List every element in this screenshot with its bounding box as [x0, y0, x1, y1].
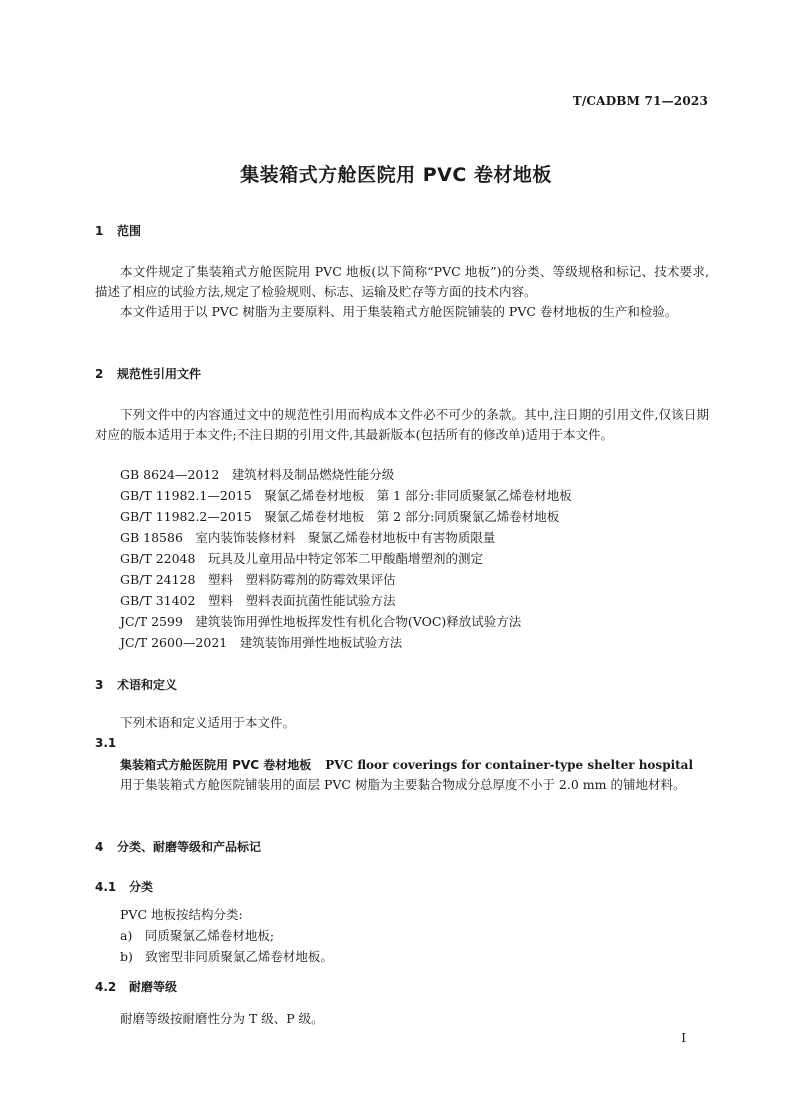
subsection-number: 4.2	[95, 980, 117, 994]
reference-item: GB/T 31402 塑料 塑料表面抗菌性能试验方法	[120, 593, 396, 608]
section-2-intro	[95, 405, 709, 445]
paragraph: PVC 地板按结构分类:	[120, 907, 243, 922]
paragraph: 本文件适用于以 PVC 树脂为主要原料、用于集装箱式方舱医院铺装的 PVC 卷材地板的生产和检验。	[120, 304, 678, 319]
term-definition: 用于集装箱式方舱医院铺装用的面层 PVC 树脂为主要黏合物成分总厚度不小于 2.0 mm 的铺地材料。	[120, 777, 686, 792]
paragraph: 下列术语和定义适用于本文件。	[120, 715, 296, 730]
list-item: b) 致密型非同质聚氯乙烯卷材地板。	[120, 949, 333, 964]
standard-code: T/CADBM 71—2023	[572, 94, 708, 108]
section-2-heading	[95, 365, 201, 382]
reference-item: GB/T 11982.1—2015 聚氯乙烯卷材地板 第 1 部分:非同质聚氯乙烯卷材地板	[120, 488, 572, 503]
reference-item: GB 18586 室内装饰装修材料 聚氯乙烯卷材地板中有害物质限量	[120, 530, 496, 545]
section-title: 规范性引用文件	[117, 367, 202, 381]
reference-item: GB/T 24128 塑料 塑料防霉剂的防霉效果评估	[120, 572, 396, 587]
subsection-title: 分类	[129, 880, 154, 894]
reference-item: JC/T 2599 建筑装饰用弹性地板挥发性有机化合物(VOC)释放试验方法	[120, 614, 522, 629]
subsection-number: 4.1	[95, 880, 117, 894]
section-3-heading	[95, 676, 177, 693]
reference-item: JC/T 2600—2021 建筑装饰用弹性地板试验方法	[120, 635, 403, 650]
term-chinese: 集装箱式方舱医院用 PVC 卷材地板	[120, 758, 312, 772]
term-english: PVC floor coverings for container-type shelter hospital	[325, 758, 694, 772]
section-number: 2	[95, 367, 104, 381]
section-1-heading	[95, 222, 141, 239]
list-item: a) 同质聚氯乙烯卷材地板;	[120, 928, 275, 943]
section-4-2-heading	[95, 978, 177, 995]
reference-item: GB 8624—2012 建筑材料及制品燃烧性能分级	[120, 467, 395, 482]
section-1-body	[95, 262, 709, 322]
page-number: I	[681, 1031, 686, 1045]
paragraph: 本文件规定了集装箱式方舱医院用 PVC 地板(以下简称“PVC 地板”)的分类、等级规格和标记、技术要求,描述了相应的试验方法,规定了检验规则、标志、运输及贮存等方面的技术内容。	[95, 264, 709, 299]
section-4-1-heading	[95, 878, 153, 895]
section-number: 1	[95, 224, 104, 238]
subsection-number: 3.1	[95, 736, 117, 750]
section-title: 术语和定义	[117, 678, 178, 692]
term-entry	[120, 756, 693, 773]
section-number: 4	[95, 840, 104, 854]
section-title: 分类、耐磨等级和产品标记	[117, 840, 262, 854]
section-number: 3	[95, 678, 104, 692]
reference-item: GB/T 22048 玩具及儿童用品中特定邻苯二甲酸酯增塑剂的测定	[120, 551, 483, 566]
document-title: 集装箱式方舱医院用 PVC 卷材地板	[240, 164, 552, 186]
section-4-heading	[95, 838, 261, 855]
paragraph: 耐磨等级按耐磨性分为 T 级、P 级。	[120, 1011, 324, 1026]
section-title: 范围	[117, 224, 142, 238]
paragraph: 下列文件中的内容通过文中的规范性引用而构成本文件必不可少的条款。其中,注日期的引用文件,仅该日期对应的版本适用于本文件;不注日期的引用文件,其最新版本(包括所有的修改单)适用于本文件。	[95, 407, 709, 442]
reference-item: GB/T 11982.2—2015 聚氯乙烯卷材地板 第 2 部分:同质聚氯乙烯卷材地板	[120, 509, 560, 524]
subsection-title: 耐磨等级	[129, 980, 178, 994]
term-definition-block	[95, 775, 709, 795]
